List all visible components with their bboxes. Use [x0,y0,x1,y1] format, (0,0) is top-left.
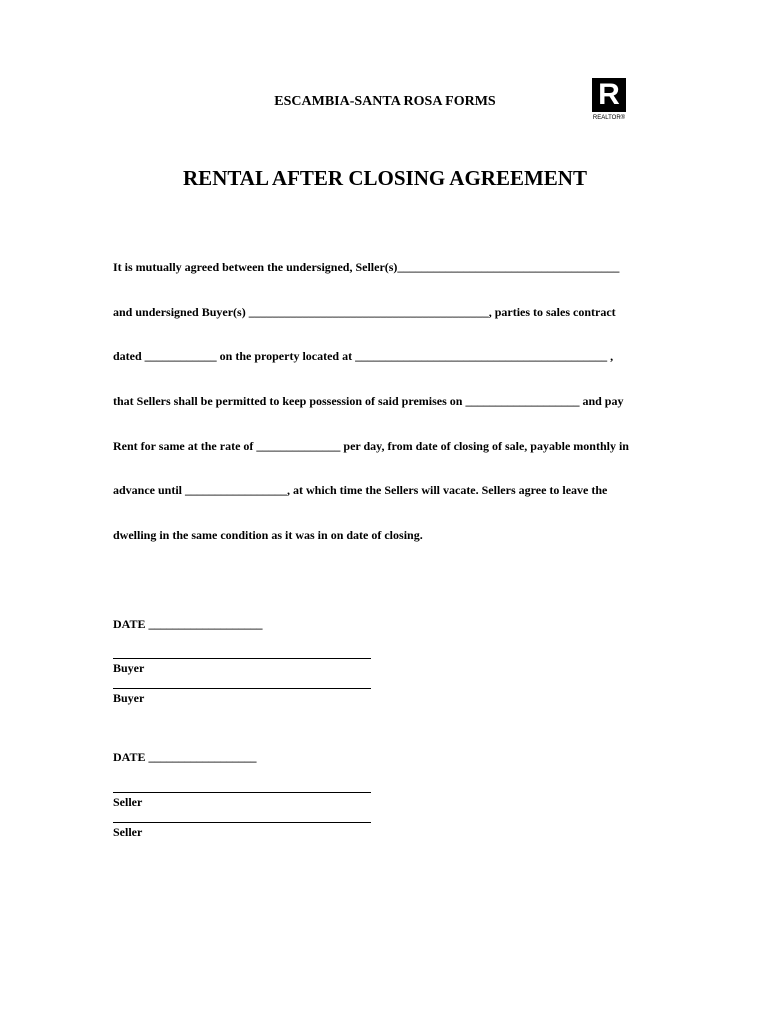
form-header: ESCAMBIA-SANTA ROSA FORMS [274,94,496,109]
document-title: RENTAL AFTER CLOSING AGREEMENT [183,166,587,190]
body-line-6: advance until _________________, at which time the Sellers will vacate. Sellers agree to leave the [113,483,608,497]
buyer-signature-line-2 [113,688,371,689]
buyer-date-line: DATE ___________________ [113,617,263,631]
seller-signature-line-1 [113,792,371,793]
realtor-caption: REALTOR® [592,115,626,121]
realtor-logo [590,78,628,128]
buyer-label-1: Buyer [113,661,145,675]
body-line-2: and undersigned Buyer(s) ________________________________________, parties to sales contract [113,305,616,319]
body-line-7: dwelling in the same condition as it was in on date of closing. [113,528,423,542]
body-line-3: dated ____________ on the property located at __________________________________________ , [113,349,614,363]
body-line-5: Rent for same at the rate of ______________ per day, from date of closing of sale, payable monthly in [113,439,629,453]
seller-date-line: DATE __________________ [113,750,257,764]
buyer-label-2: Buyer [113,691,145,705]
body-line-1: It is mutually agreed between the undersigned, Seller(s)_____________________________________ [113,260,620,274]
body-line-4: that Sellers shall be permitted to keep possession of said premises on ___________________ and pay [113,394,624,408]
realtor-r-icon: R [592,78,626,112]
seller-label-1: Seller [113,795,143,809]
seller-label-2: Seller [113,825,143,839]
seller-signature-line-2 [113,822,371,823]
buyer-signature-line-1 [113,658,371,659]
